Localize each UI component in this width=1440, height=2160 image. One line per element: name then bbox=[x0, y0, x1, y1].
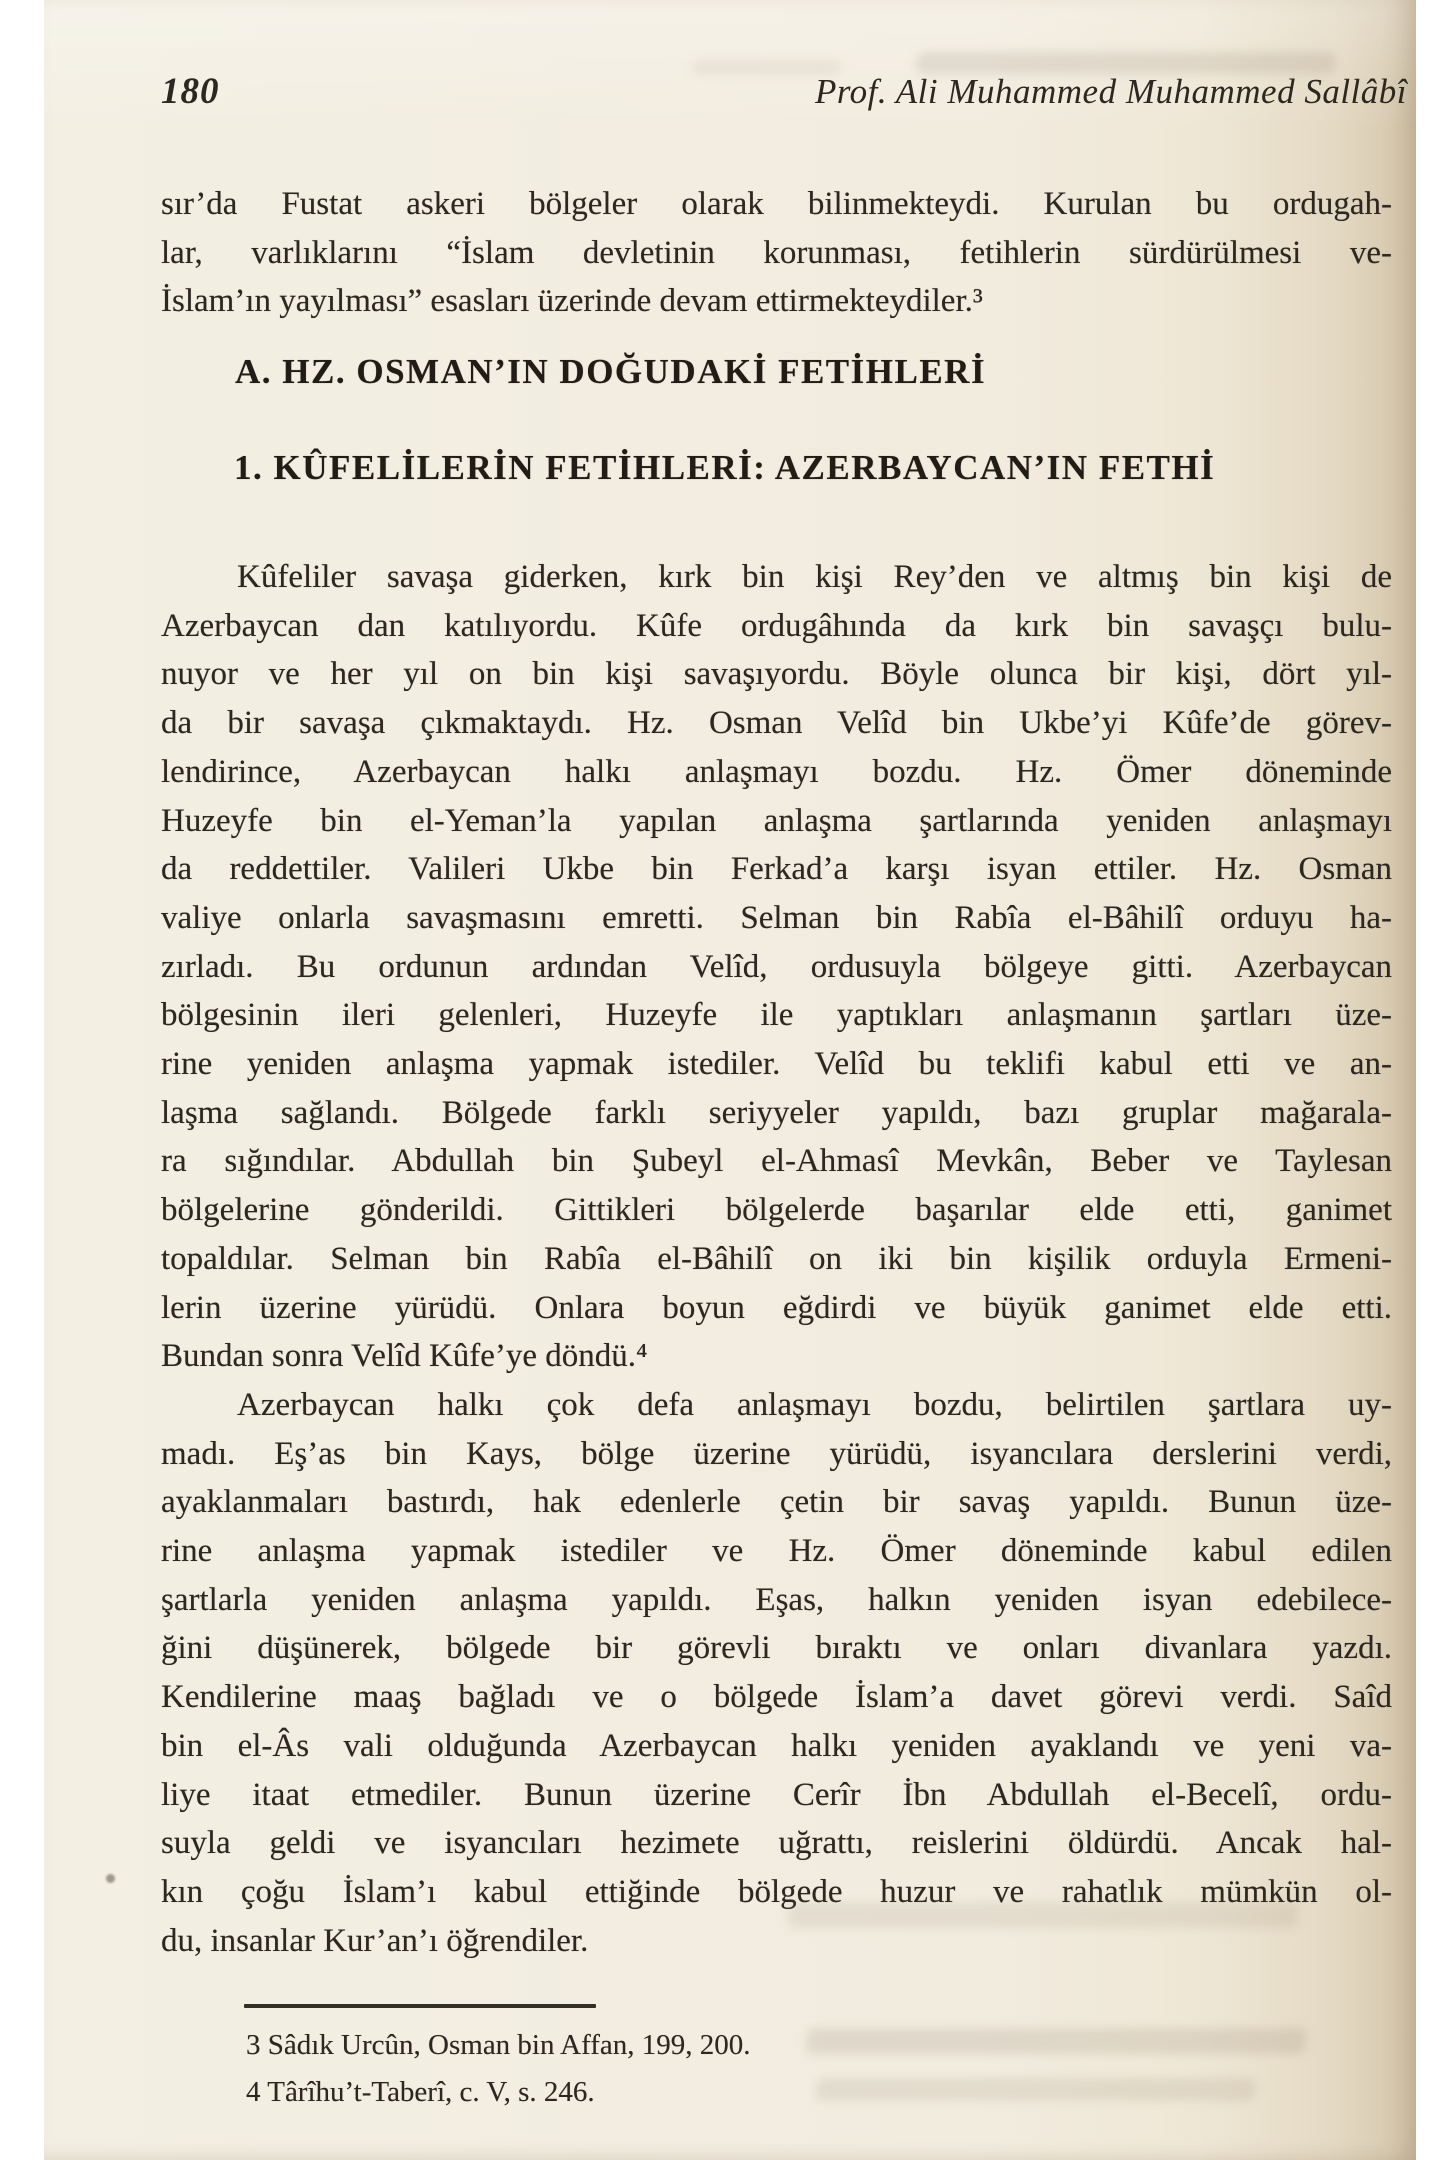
intro-paragraph bbox=[161, 180, 1392, 326]
subsection-heading: 1. KÛFELİLERİN FETİHLERİ: AZERBAYCAN’IN FETHİ bbox=[234, 448, 1216, 487]
text-line: topaldılar. Selman bin Rabîa el-Bâhilî on iki bin kişilik orduyla Ermeni- bbox=[161, 1240, 1392, 1277]
text-line: zırladı. Bu ordunun ardından Velîd, ordusuyla bölgeye gitti. Azerbaycan bbox=[161, 948, 1392, 985]
text-line: lerin üzerine yürüdü. Onlara boyun eğdirdi ve büyük ganimet elde etti. bbox=[161, 1289, 1392, 1326]
text-line: şartlarla yeniden anlaşma yapıldı. Eşas, halkın yeniden isyan edebilece- bbox=[161, 1581, 1392, 1618]
text-line: ayaklanmaları bastırdı, hak edenlerle çetin bir savaş yapıldı. Bunun üze- bbox=[161, 1484, 1392, 1521]
text-line: rine yeniden anlaşma yapmak istediler. Velîd bu teklifi kabul etti ve an- bbox=[161, 1046, 1392, 1083]
section-heading: A. HZ. OSMAN’IN DOĞUDAKİ FETİHLERİ bbox=[235, 352, 987, 391]
text-line: liye itaat etmediler. Bunun üzerine Cerîr İbn Abdullah el-Becelî, ordu- bbox=[161, 1776, 1392, 1813]
margin-dot-artifact bbox=[106, 1874, 115, 1883]
text-line: du, insanlar Kur’an’ı öğrendiler. bbox=[161, 1922, 589, 1959]
text-line: suyla geldi ve isyancıları hezimete uğrattı, reislerini öldürdü. Ancak hal- bbox=[161, 1825, 1392, 1862]
text-line: sır’da Fustat askeri bölgeler olarak bilinmekteydi. Kurulan bu ordugah- bbox=[161, 186, 1392, 222]
text-line: da reddettiler. Valileri Ukbe bin Ferkad’a karşı isyan ettiler. Hz. Osman bbox=[161, 851, 1392, 888]
bleed-through-artifact bbox=[787, 1902, 1299, 1928]
footnote-rule bbox=[244, 2004, 596, 2008]
body-text bbox=[161, 553, 1392, 1965]
text-line: bölgelerine gönderildi. Gittikleri bölgelerde başarılar elde etti, ganimet bbox=[161, 1192, 1392, 1229]
bleed-through-artifact bbox=[805, 2028, 1307, 2054]
text-line: ra sığındılar. Abdullah bin Şubeyl el-Ahmasî Mevkân, Beber ve Taylesan bbox=[161, 1143, 1392, 1180]
text-line: nuyor ve her yıl on bin kişi savaşıyordu. Böyle olunca bir kişi, dört yıl- bbox=[161, 656, 1392, 693]
running-head: Prof. Ali Muhammed Muhammed Sallâbî bbox=[814, 72, 1407, 111]
footnote: 3 Sâdık Urcûn, Osman bin Affan, 199, 200. bbox=[246, 2029, 751, 2061]
text-line: Bundan sonra Velîd Kûfe’ye döndü.⁴ bbox=[161, 1338, 648, 1375]
text-line: laşma sağlandı. Bölgede farklı seriyyeler yapıldı, bazı gruplar mağarala- bbox=[161, 1094, 1392, 1131]
text-line: Kûfeliler savaşa giderken, kırk bin kişi Rey’den ve altmış bin kişi de bbox=[237, 559, 1392, 595]
text-line: rine anlaşma yapmak istediler ve Hz. Ömer döneminde kabul edilen bbox=[161, 1533, 1392, 1570]
bleed-through-artifact bbox=[691, 60, 842, 75]
bleed-through-artifact bbox=[915, 52, 1337, 74]
text-line: Azerbaycan dan katılıyordu. Kûfe ordugâhında da kırk bin savaşçı bulu- bbox=[161, 607, 1392, 644]
text-line: Huzeyfe bin el-Yeman’la yapılan anlaşma şartlarında yeniden anlaşmayı bbox=[161, 802, 1392, 839]
text-line: ğini düşünerek, bölgede bir görevli bıraktı ve onları divanlara yazdı. bbox=[161, 1630, 1392, 1667]
text-line: madı. Eş’as bin Kays, bölge üzerine yürüdü, isyancılara derslerini verdi, bbox=[161, 1435, 1392, 1472]
text-line: bin el-Âs vali olduğunda Azerbaycan halkı yeniden ayaklandı ve yeni va- bbox=[161, 1727, 1392, 1764]
text-line: valiye onlarla savaşmasını emretti. Selman bin Rabîa el-Bâhilî orduyu ha- bbox=[161, 899, 1392, 936]
page-header bbox=[161, 70, 1407, 113]
text-line: lar, varlıklarını “İslam devletinin korunması, fetihlerin sürdürülmesi ve- bbox=[161, 234, 1392, 271]
bleed-through-artifact bbox=[815, 2078, 1257, 2101]
text-line: İslam’ın yayılması” esasları üzerinde devam ettirmekteydiler.³ bbox=[161, 283, 983, 319]
text-line: bölgesinin ileri gelenleri, Huzeyfe ile yaptıkları anlaşmanın şartları üze- bbox=[161, 997, 1392, 1034]
text-line: Kendilerine maaş bağladı ve o bölgede İslam’a davet görevi verdi. Saîd bbox=[161, 1679, 1392, 1716]
page-number: 180 bbox=[161, 71, 220, 112]
scanned-book-page bbox=[44, 0, 1416, 2160]
text-line: da bir savaşa çıkmaktaydı. Hz. Osman Velîd bin Ukbe’yi Kûfe’de görev- bbox=[161, 705, 1392, 742]
text-line: lendirince, Azerbaycan halkı anlaşmayı bozdu. Hz. Ömer döneminde bbox=[161, 753, 1392, 790]
text-line: kın çoğu İslam’ı kabul ettiğinde bölgede huzur ve rahatlık mümkün ol- bbox=[161, 1873, 1392, 1910]
footnote: 4 Târîhu’t-Taberî, c. V, s. 246. bbox=[246, 2076, 595, 2108]
text-line: Azerbaycan halkı çok defa anlaşmayı bozdu, belirtilen şartlara uy- bbox=[237, 1386, 1392, 1423]
